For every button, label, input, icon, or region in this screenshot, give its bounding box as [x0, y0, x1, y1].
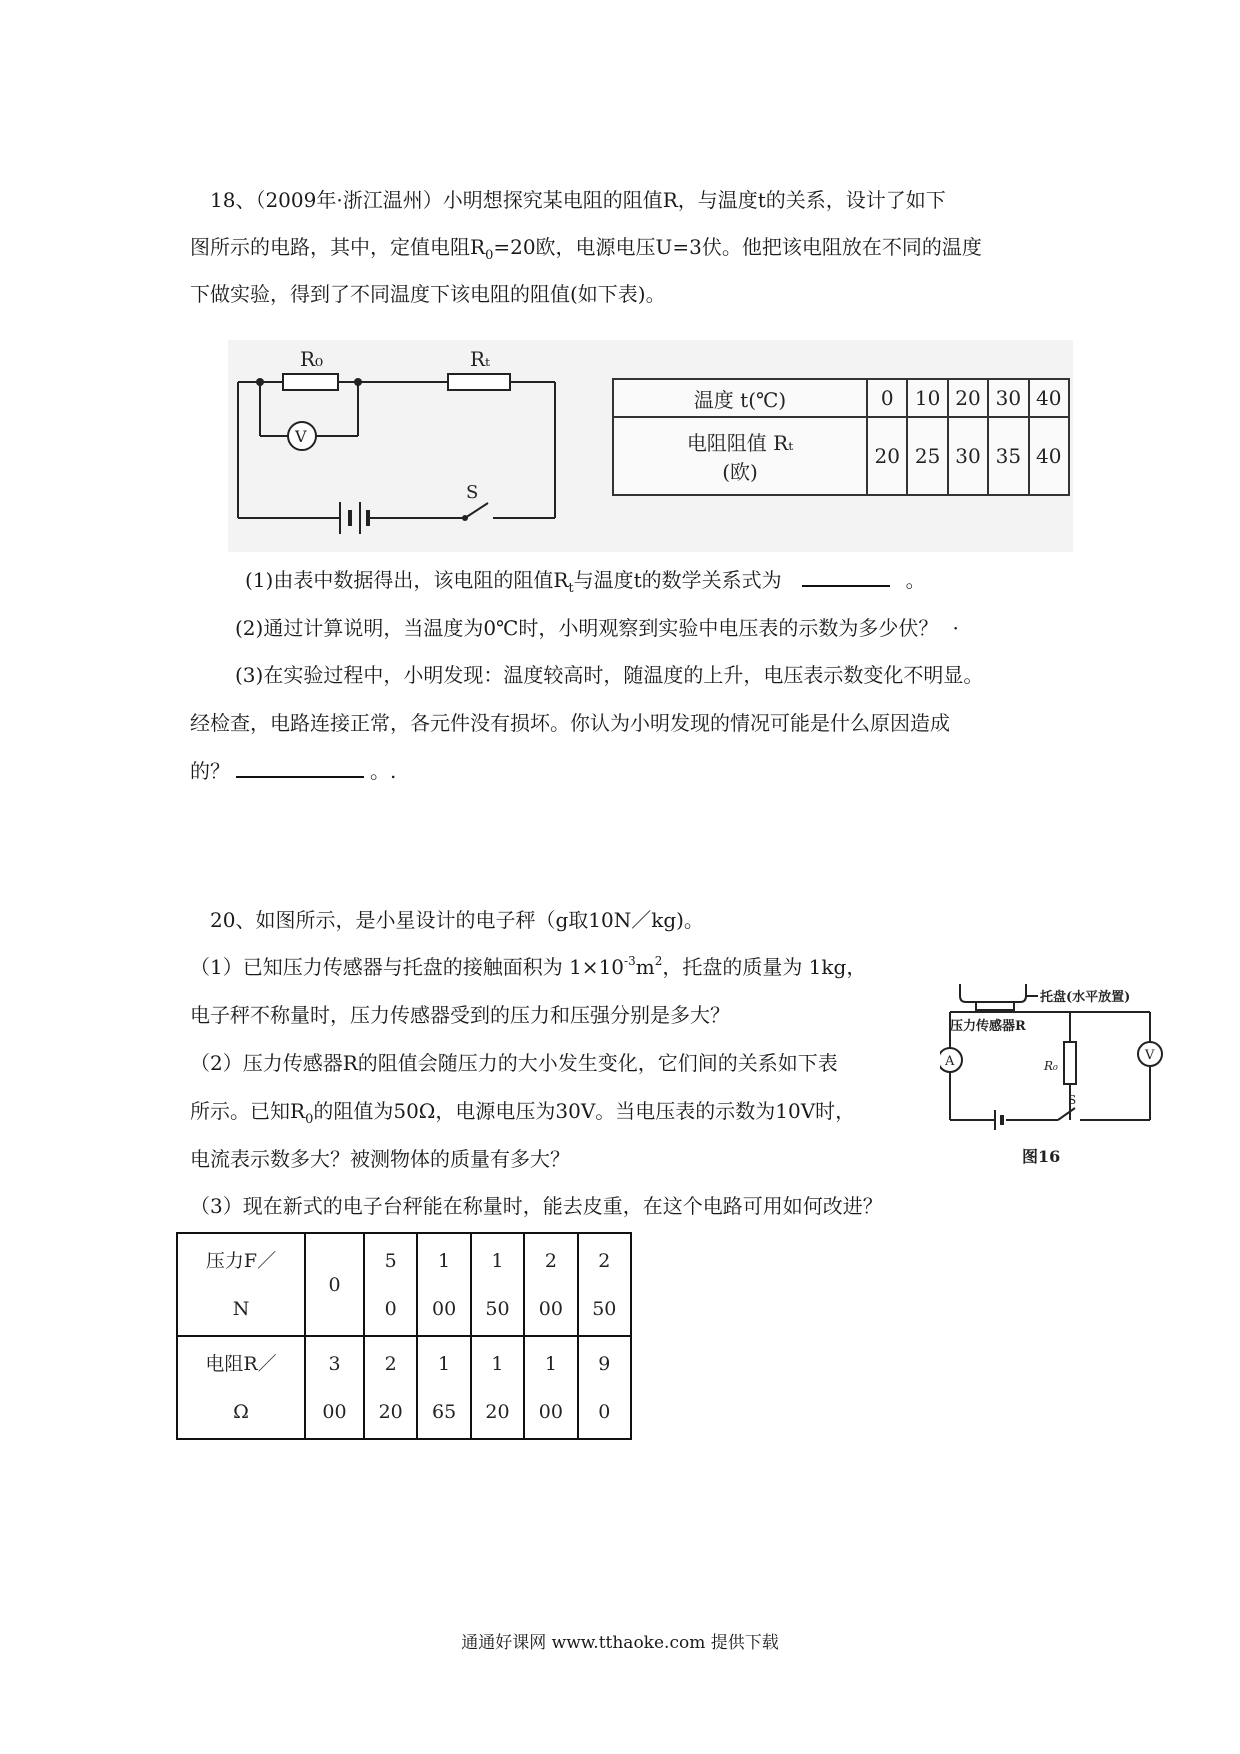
q18-p1-a: (1)由表中数据得出，该电阻的阻值R: [245, 568, 569, 592]
page-footer: 通通好课网 www.tthaoke.com 提供下载: [461, 1633, 779, 1653]
table-cell: 25: [907, 417, 947, 495]
q18-subquestion-3-line1: (3)在实验过程中，小明发现：温度较高时，随温度的上升，电压表示数变化不明显。: [235, 663, 984, 687]
r0-resistor: [283, 374, 338, 390]
table-cell: 40: [1029, 379, 1069, 417]
table-cell: 2 50: [578, 1233, 631, 1336]
pressure-sensor: [976, 1002, 1014, 1010]
q20-p2-line2-sub: 0: [305, 1112, 314, 1127]
figure-caption: 图16: [1022, 1147, 1061, 1166]
table-cell: 1 65: [417, 1336, 470, 1439]
q20-subquestion-2-line3: 电流表示数多大？被测物体的质量有多大？: [190, 1147, 570, 1171]
junction-dot: [354, 378, 362, 386]
table-header-resistance-b: Ω: [233, 1400, 249, 1423]
table-cell: 1 20: [471, 1336, 524, 1439]
switch-lever: [465, 503, 488, 518]
table-cell: 30: [948, 417, 988, 495]
q18-p1-sub: t: [568, 581, 574, 596]
q18-p2: (2)通过计算说明，当温度为0℃时，小明观察到实验中电压表的示数为多少伏？: [235, 616, 939, 640]
table-cell: 5 0: [364, 1233, 417, 1336]
q20-subquestion-1-line1: [190, 953, 866, 984]
table-header-resistance: [177, 1336, 305, 1439]
q20-p2-line2-b: 的阻值为50Ω，电源电压为30V。当电压表的示数为10V时，: [313, 1099, 856, 1123]
q18-p3-line3-end: 。.: [370, 759, 397, 783]
q20-p1-c: ，托盘的质量为 1kg，: [662, 955, 867, 979]
junction-dot: [256, 378, 264, 386]
sensor-label: 压力传感器R: [950, 1019, 1026, 1034]
q18-subquestion-3-line3: [190, 757, 396, 785]
table-header-pressure-b: N: [232, 1297, 250, 1320]
table-cell: 35: [988, 417, 1028, 495]
q20-subquestion-1-line2: 电子秤不称量时，压力传感器受到的压力和压强分别是多大？: [190, 1003, 730, 1027]
table-header-resistance-a: 电阻R／: [205, 1352, 277, 1375]
q18-circuit-diagram: [228, 340, 568, 540]
q18-p3-line3-a: 的？: [190, 759, 230, 783]
q18-line3: 下做实验，得到了不同温度下该电阻的阻值(如下表)。: [190, 282, 666, 306]
switch-lever: [1058, 1108, 1075, 1120]
table-cell: 0: [867, 379, 907, 417]
table-cell: 0: [305, 1233, 364, 1336]
q18-line2-b: =20欧，电源电压U=3伏。他把该电阻放在不同的温度: [493, 235, 982, 259]
table-header-pressure-a: 压力F／: [205, 1249, 277, 1272]
r0-label: R₀: [1044, 1059, 1058, 1073]
table-cell: 2 00: [524, 1233, 577, 1336]
switch-label: S: [466, 482, 479, 503]
ammeter-label: A: [945, 1054, 955, 1069]
table-cell: 10: [907, 379, 947, 417]
q18-subquestion-3-line2: 经检查，电路连接正常，各元件没有损坏。你认为小明发现的情况可能是什么原因造成: [190, 711, 950, 735]
table-cell: 1 00: [524, 1336, 577, 1439]
answer-blank[interactable]: [236, 758, 364, 778]
table-cell: 1 50: [471, 1233, 524, 1336]
q18-temperature-table: [612, 378, 1070, 496]
q18-subquestion-1: [245, 566, 926, 598]
table-header-resistance-line1: 电阻阻值 Rₜ: [686, 431, 794, 455]
q20-p1-b: m: [635, 955, 655, 979]
r0-label: R₀: [300, 347, 324, 371]
q20-subquestion-2-line2: [190, 1097, 855, 1129]
q20-p1-a: （1）已知压力传感器与托盘的接触面积为 1×10: [190, 955, 625, 979]
q20-scale-circuit-diagram: [940, 980, 1172, 1175]
q20-p1-sup2: 2: [654, 954, 663, 968]
table-cell: 20: [867, 417, 907, 495]
voltmeter-label: V: [1145, 1048, 1155, 1063]
voltmeter-label: V: [295, 427, 307, 446]
rt-label: Rₜ: [470, 347, 490, 371]
q20-subquestion-2-line1: （2）压力传感器R的阻值会随压力的大小发生变化，它们间的关系如下表: [190, 1051, 838, 1075]
table-cell: 1 00: [417, 1233, 470, 1336]
table-cell: 3 00: [305, 1336, 364, 1439]
r0-resistor: [1064, 1042, 1076, 1084]
q20-subquestion-3: （3）现在新式的电子台秤能在称量时，能去皮重，在这个电路可用如何改进？: [190, 1194, 883, 1218]
q18-line2-a: 图所示的电路，其中，定值电阻R: [190, 235, 486, 259]
q20-p2-line2-a: 所示。已知R: [190, 1099, 306, 1123]
rt-resistor: [448, 374, 510, 390]
table-cell: 40: [1029, 417, 1069, 495]
tray: [960, 984, 1026, 1002]
answer-blank[interactable]: [802, 567, 890, 587]
q18-line2: [190, 233, 982, 265]
q18-p2-dot: ·: [952, 616, 959, 640]
q20-p1-sup: -3: [624, 954, 636, 968]
tray-label: 托盘(水平放置): [1040, 990, 1131, 1005]
table-header-resistance: [613, 417, 867, 495]
q18-p1-b: 与温度t的数学关系式为: [573, 568, 782, 592]
table-header-pressure: [177, 1233, 305, 1336]
table-cell: 9 0: [578, 1336, 631, 1439]
table-header-resistance-line2: (欧): [722, 460, 758, 484]
table-cell: 2 20: [364, 1336, 417, 1439]
q18-subquestion-2: [235, 614, 959, 642]
table-cell: 30: [988, 379, 1028, 417]
q18-line1: 18、（2009年·浙江温州）小明想探究某电阻的阻值R，与温度t的关系，设计了如下: [210, 188, 946, 212]
table-cell: 20: [948, 379, 988, 417]
q20-pressure-resistance-table: [176, 1232, 632, 1440]
q18-p1-end: 。: [905, 568, 926, 592]
q18-line2-sub: 0: [485, 248, 494, 263]
switch-contact: [462, 515, 468, 521]
q20-line1: 20、如图所示，是小星设计的电子秤（g取10N／kg)。: [210, 908, 704, 932]
table-header-temperature: 温度 t(℃): [613, 379, 867, 417]
switch-label: S: [1068, 1093, 1077, 1107]
